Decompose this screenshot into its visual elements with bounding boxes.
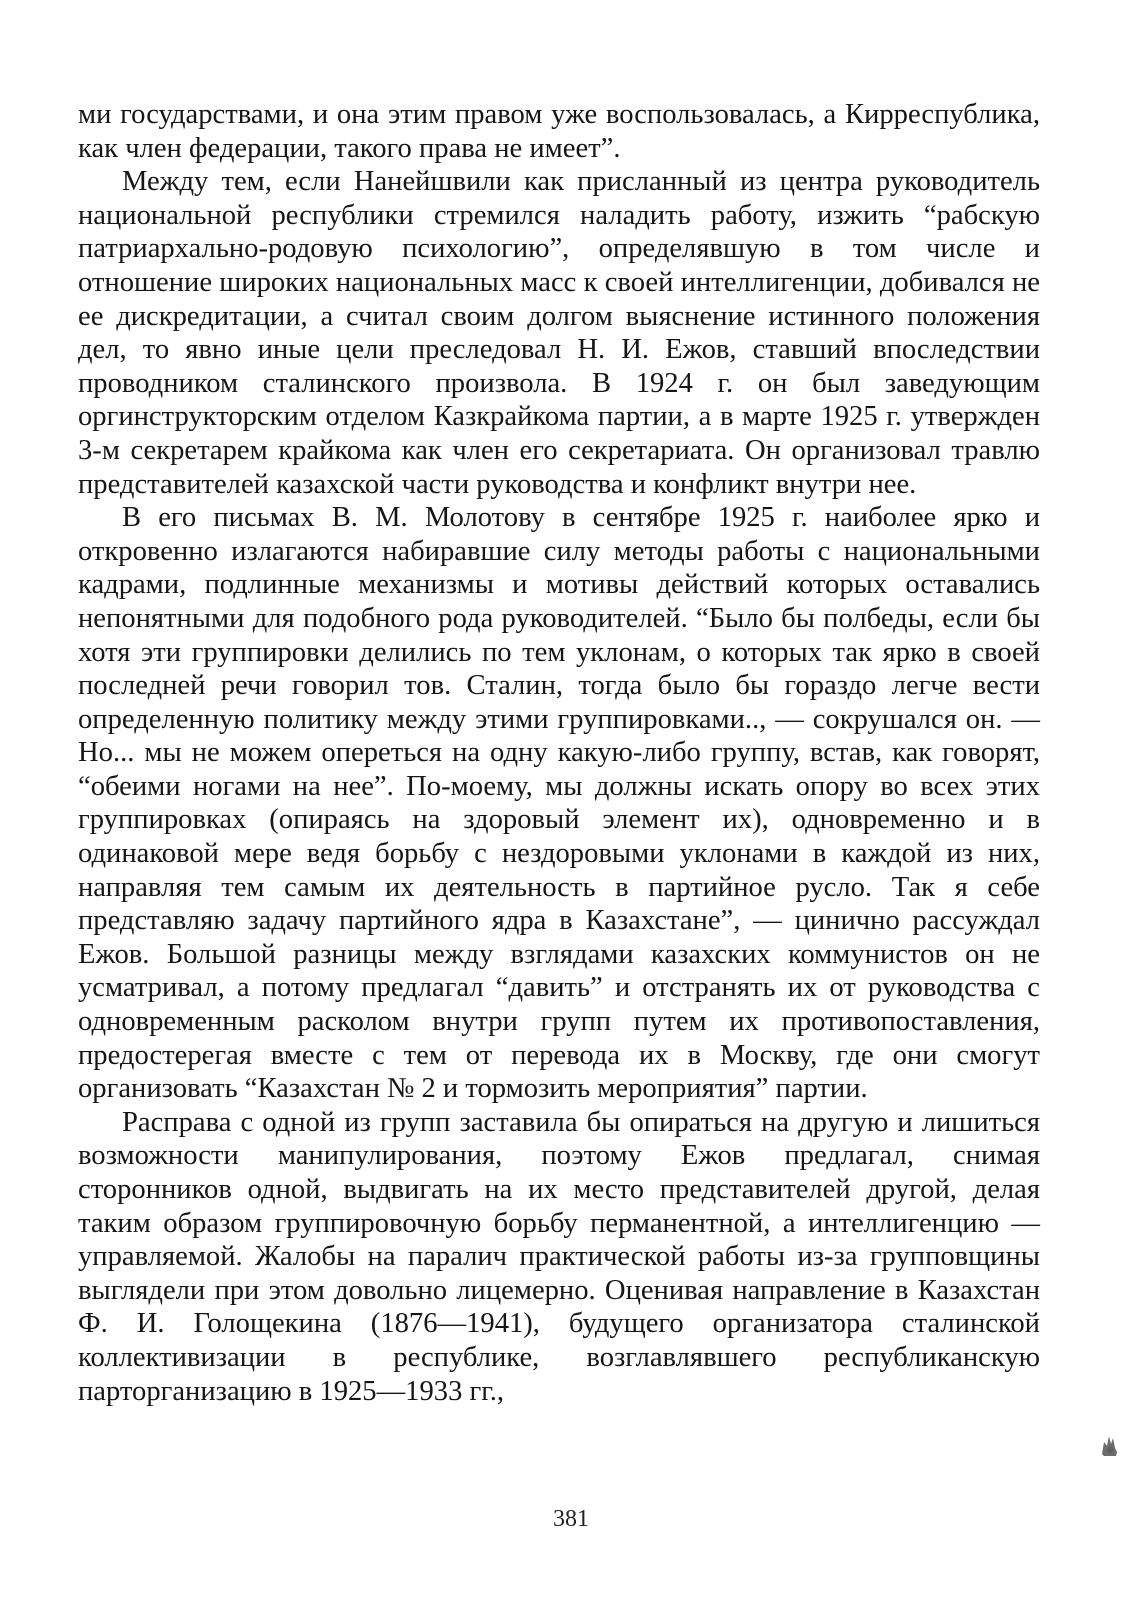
- paragraph-1: ми государствами, и она этим правом уже воспользовалась, а Кирреспублика, как член федерации, такого права не имеет”.: [78, 99, 1040, 164]
- page-body: [78, 98, 1040, 1538]
- paragraph-3: В его письмах В. М. Молотову в сентябре 1925 г. наиболее ярко и откровенно излагаются набиравшие силу методы работы с национальными кадрами, подлинные механизмы и мотивы действий которых оставались непонятными для подобного рода руководителей. “Было бы полбеды, если бы хотя эти группировки делились по тем уклонам, о которых так ярко в своей последней речи говорил тов. Сталин, тогда было бы гораздо легче вести определенную политику между этими группировками.., — сокрушался он. — Но... мы не можем опереться на одну какую-либо группу, встав, как говорят, “обеими ногами на нее”. По-моему, мы должны искать опору во всех этих группировках (опираясь на здоровый элемент их), одновременно и в одинаковой мере ведя борьбу с нездоровыми уклонами в каждой из них, направляя тем самым их деятельность в партийное русло. Так я себе представляю задачу партийного ядра в Казахстане”, — цинично рассуждал Ежов. Большой разницы между взглядами казахских коммунистов он не усматривал, а потому предлагал “давить” и отстранять их от руководства с одновременным расколом внутри групп путем их противопоставления, предостерегая вместе с тем от перевода их в Москву, где они смогут организовать “Казахстан № 2 и тормозить мероприятия” партии.: [78, 502, 1040, 1105]
- paragraph-4: Расправа с одной из групп заставила бы опираться на другую и лишиться возможности манипулирования, поэтому Ежов предлагал, снимая сторонников одной, выдвигать на их место представителей другой, делая таким образом группировочную борьбу перманентной, а интеллигенцию — управляемой. Жалобы на паралич практической работы из-за групповщины выглядели при этом довольно лицемерно. Оценивая направление в Казахстан Ф. И. Голощекина (1876—1941), будущего организатора сталинской коллективизации в республике, возглавлявшего республиканскую парторганизацию в 1925—1933 гг.,: [78, 1106, 1040, 1407]
- page-number: 381: [553, 1506, 589, 1532]
- paragraph-2: Между тем, если Нанейшвили как присланный из центра руководитель национальной республики стремился наладить работу, изжить “рабскую патриархально-родовую психологию”, определявшую в том числе и отношение широких национальных масс к своей интеллигенции, добивался не ее дискредитации, а считал своим долгом выяснение истинного положения дел, то явно иные цели преследовал Н. И. Ежов, ставший впоследствии проводником сталинского произвола. В 1924 г. он был заведующим оргинструкторским отделом Казкрайкома партии, а в марте 1925 г. утвержден 3-м секретарем крайкома как член его секретариата. Он организовал травлю представителей казахской части руководства и конфликт внутри нее.: [78, 166, 1040, 500]
- scan-artifact-icon: [1098, 1428, 1120, 1458]
